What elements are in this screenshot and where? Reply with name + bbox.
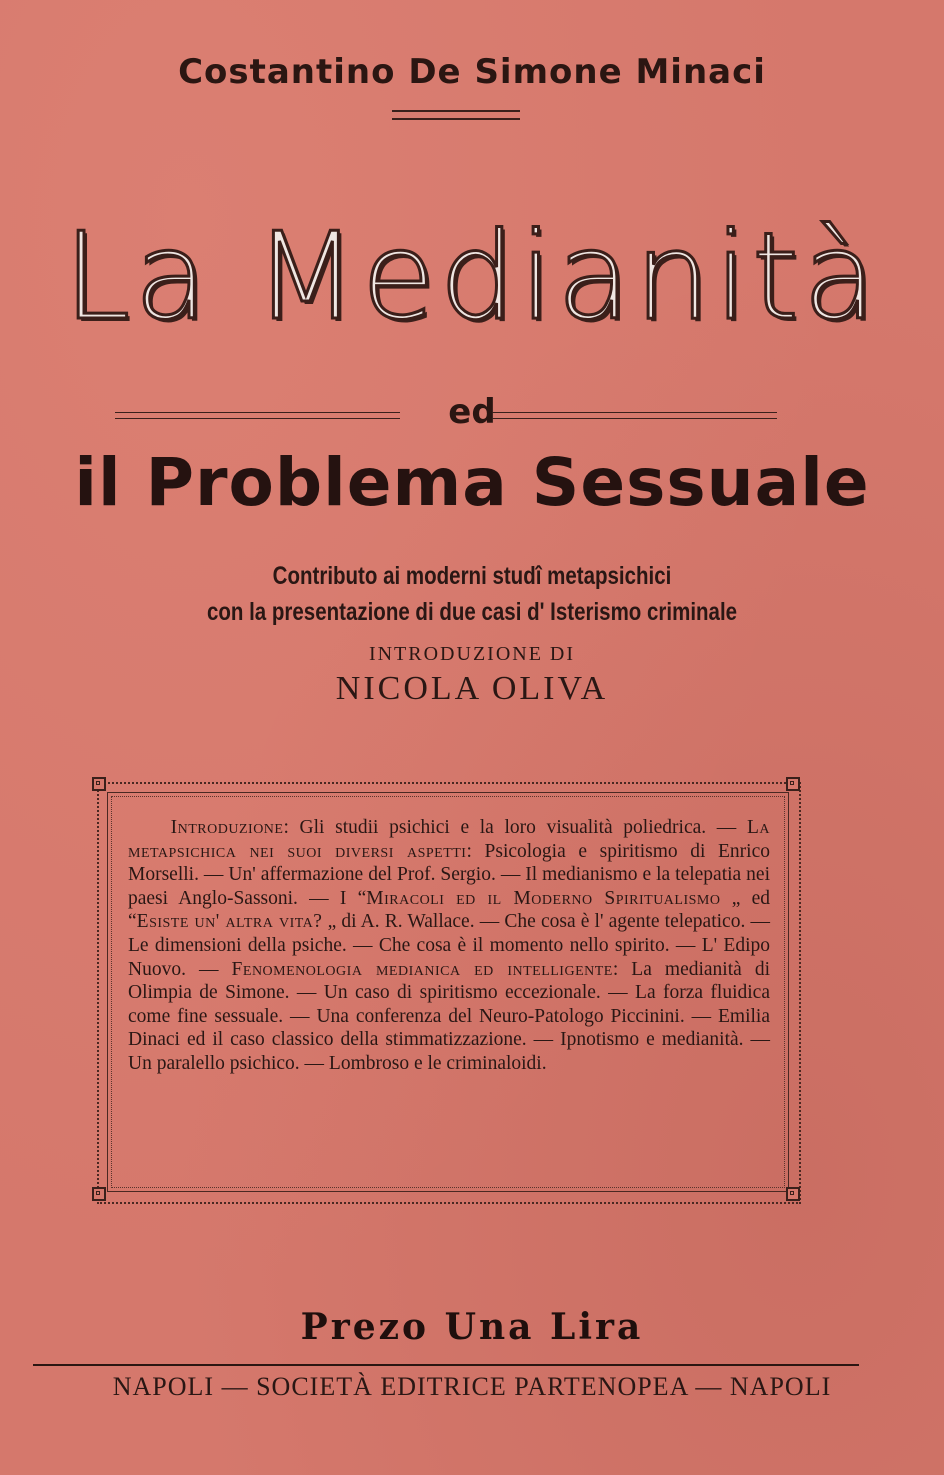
frame-corner-ornament [92, 777, 106, 791]
toc-text: : La medianità di Olimpia de Simone. — Un caso di spiritismo eccezionale. — La forza fluidica come fine sessuale. — Una conferenza del Neuro-Patologo Piccinini. — Emilia Dinaci ed il caso classico della stimmatizzazione. — Ipnotismo e medianità. — Un paralello psichico. — Lombroso e le criminaloidi. [128, 958, 770, 1074]
toc-section-heading: Esiste un' altra vita? [136, 911, 323, 933]
toc-text: „ ed “ [128, 887, 771, 933]
toc-text: „ di A. R. Wallace. — Che cosa è l' agente telepatico. — Le dimensioni della psiche. — Che cosa è il momento nello spirito. — L' Edipo Nuovo. — [128, 911, 770, 980]
frame-corner-ornament [786, 1187, 800, 1201]
toc-section-heading: Fenomenologia medianica ed intelligente [231, 958, 613, 980]
subtitle-line-2: con la presentazione di due casi d' Isterismo criminale [206, 598, 738, 626]
title-divider-right [492, 412, 777, 419]
publisher-line: NAPOLI — SOCIETÀ EDITRICE PARTENOPEA — NAPOLI [112, 1372, 832, 1401]
frame-corner-ornament [92, 1187, 106, 1201]
table-of-contents [128, 816, 770, 1076]
toc-text: : Psicologia e spiritismo di Enrico Morselli. — Un' affermazione del Prof. Sergio. — Il medianismo e la telepatia nei paesi Anglo-Sassoni. — I “ [128, 840, 770, 909]
introduction-label: INTRODUZIONE DI [368, 643, 576, 665]
author-divider [392, 110, 520, 120]
toc-text: : Gli studii psichici e la loro visualità poliedrica. — [283, 817, 747, 838]
author-name: Costantino De Simone Minaci [178, 52, 766, 92]
toc-section-heading: La metapsichica nei suoi diversi aspetti [128, 817, 771, 862]
toc-section-heading: Miracoli ed il Moderno Spiritualismo [366, 887, 721, 909]
toc-section-heading: Introduzione [170, 817, 284, 838]
publisher-divider [33, 1364, 859, 1366]
subtitle-line-1: Contributo ai moderni studî metapsichici [272, 562, 672, 590]
introduction-author: NICOLA OLIVA [335, 670, 609, 707]
price-line: Prezo Una Lira [300, 1306, 644, 1348]
secondary-title: il Problema Sessuale [74, 444, 870, 521]
main-title: La Medianità [63, 208, 881, 347]
title-conjunction: ed [448, 392, 496, 432]
frame-corner-ornament [786, 777, 800, 791]
